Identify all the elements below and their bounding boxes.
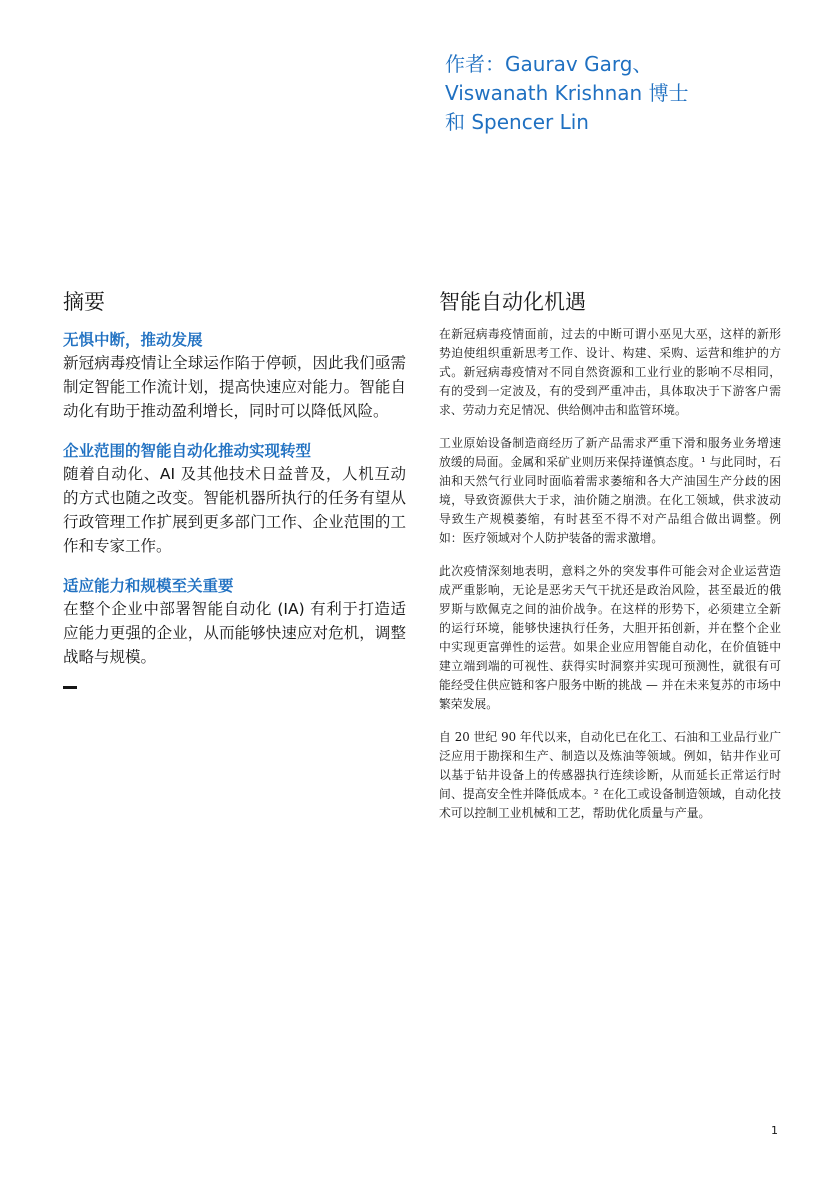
page-number: 1 [771,1124,778,1137]
author-byline [445,50,825,137]
opportunity-paragraph-2: 工业原始设备制造商经历了新产品需求严重下滑和服务业务增速放缓的局面。金属和采矿业则历来保持谨慎态度。¹ 与此同时，石油和天然气行业同时面临着需求萎缩和各大产油国生产分歧的困境，导致资源供大于求，油价随之崩溃。在化工领域，供求波动导致生产规模萎缩，有时甚至不得不对产品组合做出调整。例如：医疗领域对个人防护装备的需求激增。 [439,436,781,545]
opportunity-paragraph-4: 自 20 世纪 90 年代以来，自动化已在化工、石油和工业品行业广泛应用于勘探和生产、制造以及炼油等领域。例如，钻井作业可以基于钻井设备上的传感器执行连续诊断，从而延长正常运行时间、提高安全性并降低成本。² 在化工或设备制造领域，自动化技术可以控制工业机械和工艺，帮助优化质量与产量。 [439,730,781,820]
summary-text-2: 随着自动化、AI 及其他技术日益普及，人机互动的方式也随之改变。智能机器所执行的任务有望从行政管理工作扩展到更多部门工作、企业范围的工作和专家工作。 [63,465,406,555]
summary-text-3: 在整个企业中部署智能自动化 (IA) 有利于打造适应能力更强的企业，从而能够快速应对危机，调整战略与规模。 [63,600,406,666]
section-end-dash [63,686,77,689]
author-line-2: Viswanath Krishnan 博士 [445,81,689,105]
author-line-3: 和 Spencer Lin [445,110,589,134]
summary-heading-2: 企业范围的智能自动化推动实现转型 [63,441,312,460]
summary-column [63,287,406,689]
summary-heading-3: 适应能力和规模至关重要 [63,576,234,595]
opportunity-paragraph-1: 在新冠病毒疫情面前，过去的中断可谓小巫见大巫，这样的新形势迫使组织重新思考工作、设计、构建、采购、运营和维护的方式。新冠病毒疫情对不同自然资源和工业行业的影响不尽相同，有的受到一定波及，有的受到严重冲击，具体取决于下游客户需求、劳动力充足情况、供给侧冲击和监管环境。 [439,327,781,417]
opportunity-column [439,287,781,837]
summary-heading-1: 无惧中断，推动发展 [63,330,203,349]
summary-title: 摘要 [63,290,105,314]
author-line-1: 作者：Gaurav Garg、 [445,52,653,76]
opportunity-title: 智能自动化机遇 [439,290,586,314]
opportunity-paragraph-3: 此次疫情深刻地表明，意料之外的突发事件可能会对企业运营造成严重影响，无论是恶劣天气干扰还是政治风险，甚至最近的俄罗斯与欧佩克之间的油价战争。在这样的形势下，必须建立全新的运行环境，能够快速执行任务，大胆开拓创新，并在整个企业中实现更富弹性的运营。如果企业应用智能自动化，在价值链中建立端到端的可视性、获得实时洞察并实现可预测性，就很有可能经受住供应链和客户服务中断的挑战 — 并在未来复苏的市场中繁荣发展。 [439,564,781,711]
summary-text-1: 新冠病毒疫情让全球运作陷于停顿，因此我们亟需制定智能工作流计划，提高快速应对能力。智能自动化有助于推动盈利增长，同时可以降低风险。 [63,354,406,420]
